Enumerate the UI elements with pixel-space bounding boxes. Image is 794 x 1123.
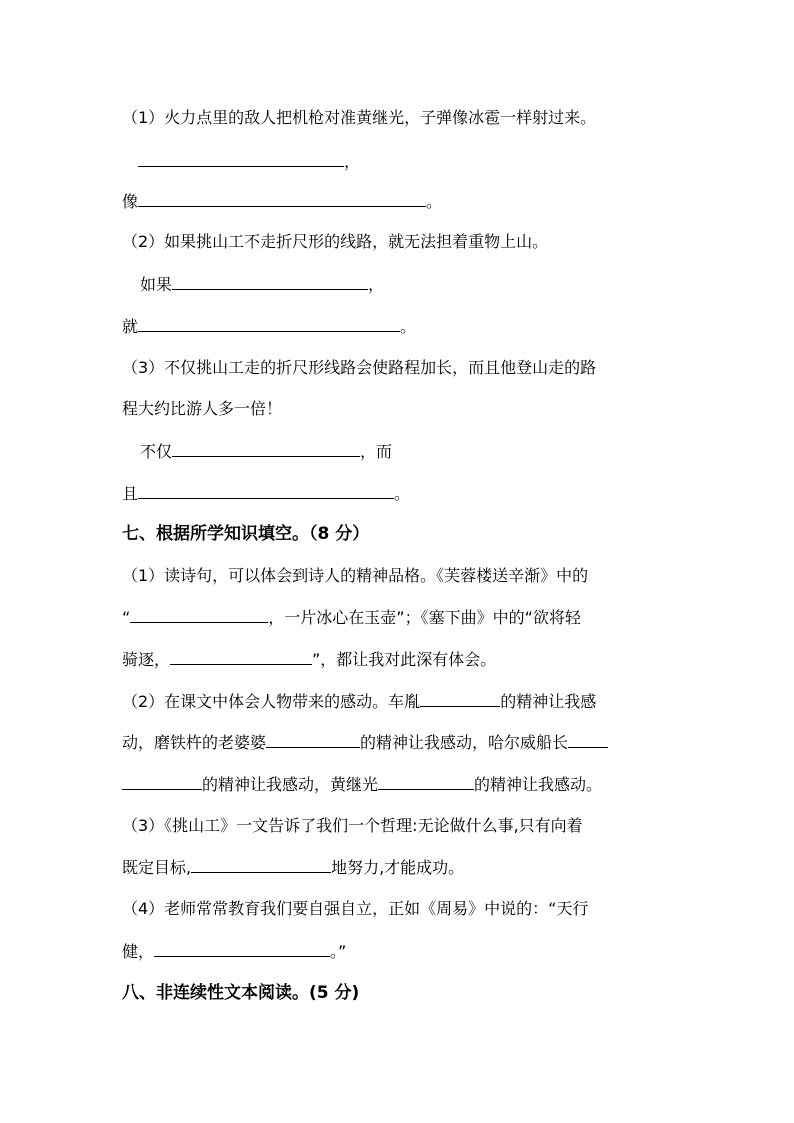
answer-blank[interactable] — [138, 150, 344, 167]
text: 。” — [330, 942, 347, 961]
answer-blank[interactable] — [138, 315, 400, 332]
answer-blank[interactable] — [122, 773, 202, 790]
answer-blank[interactable] — [138, 482, 394, 499]
q6-item1-answer-line1 — [138, 150, 360, 173]
answer-blank[interactable] — [191, 856, 331, 873]
answer-prefix: 不仅 — [140, 442, 173, 461]
q6-item3-sentence-line2: 程大约比游人多一倍！ — [122, 399, 283, 418]
text: 地努力,才能成功。 — [331, 858, 465, 877]
q6-item1-answer-line2 — [122, 190, 442, 213]
q7-heading: 七、根据所学知识填空。（8 分） — [122, 524, 370, 544]
q7-item1-line1: （1）读诗句，可以体会到诗人的精神品格。《芙蓉楼送辛渐》中的 — [122, 566, 589, 585]
punctuation: 。 — [394, 484, 411, 503]
q7-item3-line2 — [122, 856, 464, 879]
punctuation: ， — [344, 152, 361, 171]
q7-item3-line1: （3）《挑山工》一文告诉了我们一个哲理:无论做什么事,只有向着 — [122, 816, 583, 835]
punctuation: 。 — [426, 192, 443, 211]
q6-item1-sentence: （1）火力点里的敌人把机枪对准黄继光，子弹像冰雹一样射过来。 — [122, 108, 597, 127]
answer-prefix: 如果 — [140, 275, 173, 294]
text: 的精神让我感动，哈尔威船长 — [360, 733, 569, 752]
q7-item1-line3 — [122, 648, 496, 671]
text: 的精神让我感 — [500, 692, 597, 711]
q7-item4-line2 — [122, 940, 346, 963]
text: 的精神让我感动，黄继光 — [202, 775, 379, 794]
answer-blank[interactable] — [130, 606, 268, 623]
punctuation: 。 — [400, 317, 417, 336]
answer-prefix: 像 — [122, 192, 139, 211]
answer-blank[interactable] — [568, 731, 608, 748]
text: 动，磨铁杵的老婆婆 — [122, 733, 267, 752]
q7-item2-line2 — [122, 731, 608, 754]
quote-mark: “ — [122, 608, 131, 627]
q8-heading: 八、非连续性文本阅读。(5 分) — [122, 983, 360, 1003]
text: 骑逐， — [122, 650, 171, 669]
q6-item3-answer-line2 — [122, 482, 410, 505]
answer-blank[interactable] — [138, 190, 426, 207]
q6-item2-answer-line2 — [122, 315, 416, 338]
text: 的精神让我感动。 — [474, 775, 603, 794]
text: （2）在课文中体会人物带来的感动。车胤 — [122, 692, 421, 711]
q6-item2-answer-line1 — [140, 273, 384, 296]
q7-item2-line1 — [122, 690, 596, 713]
answer-prefix: 且 — [122, 484, 139, 503]
q7-item4-line1: （4）老师常常教育我们要自强自立，正如《周易》中说的：“天行 — [122, 899, 589, 918]
answer-blank[interactable] — [172, 440, 360, 457]
punctuation: ， — [368, 275, 385, 294]
q6-item3-sentence-line1: （3）不仅挑山工走的折尺形线路会使路程加长，而且他登山走的路 — [122, 358, 597, 377]
answer-blank[interactable] — [172, 273, 368, 290]
answer-suffix: ，而 — [360, 442, 393, 461]
answer-blank[interactable] — [154, 940, 330, 957]
q6-item3-answer-line1 — [140, 440, 392, 463]
q7-item2-line3 — [122, 773, 602, 796]
answer-prefix: 就 — [122, 317, 139, 336]
text: ，一片冰心在玉壶”；《塞下曲》中的“欲将轻 — [268, 608, 581, 627]
q6-item2-sentence: （2）如果挑山工不走折尺形的线路，就无法担着重物上山。 — [122, 232, 549, 251]
text: 既定目标, — [122, 858, 192, 877]
answer-blank[interactable] — [170, 648, 312, 665]
q7-item1-line2 — [122, 606, 581, 629]
answer-blank[interactable] — [420, 690, 500, 707]
text: 健， — [122, 942, 155, 961]
answer-blank[interactable] — [266, 731, 360, 748]
text: ”，都让我对此深有体会。 — [312, 650, 497, 669]
answer-blank[interactable] — [378, 773, 474, 790]
